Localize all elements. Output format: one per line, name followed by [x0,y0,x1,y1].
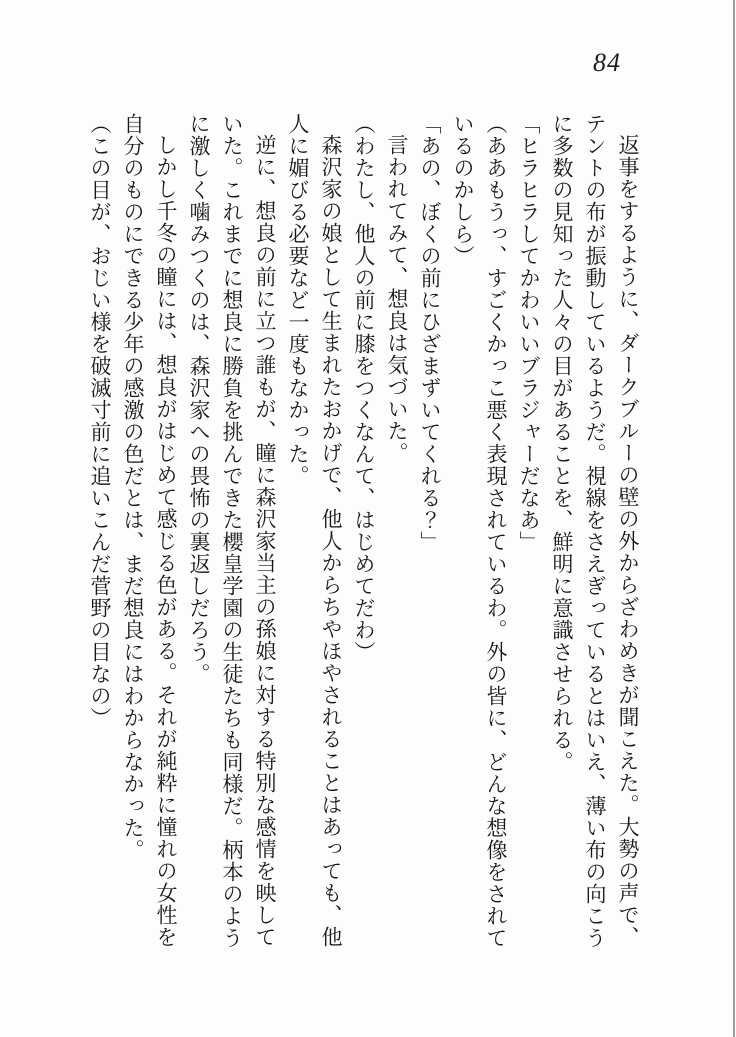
text-line: いるのかしら） [451,113,475,267]
text-line: 自分のものにできる少年の感激の色だとは、まだ想良にはわからなかった。 [121,113,145,861]
text-line: しかし千冬の瞳には、想良がはじめて感じる色がある。それが純粋に憧れの女性を [154,134,178,948]
text-line: （ああもうっ、すごくかっこ悪く表現されているわ。外の皆に、どんな想像をされて [484,113,508,949]
text-line: 人に媚びる必要など一度もなかった。 [286,113,310,487]
text-line: 言われてみて、想良は気づいた。 [385,134,409,464]
text-line: いた。これまでに想良に勝負を挑んできた櫻皇学園の生徒たちも同様だ。柄本のよう [220,113,244,949]
text-line: に激しく噛みつくのは、森沢家への畏怖の裏返しだろう。 [187,113,211,685]
text-block [82,113,644,961]
text-line: （わたし、他人の前に膝をつくなんて、はじめてだわ） [352,113,376,663]
text-line: 「ヒラヒラしてかわいいブラジャーだなあ」 [517,113,541,553]
text-line: （この目が、おじい様を破滅寸前に追いこんだ菅野の目なの） [88,113,112,729]
text-line: テントの布が振動しているようだ。視線をさえぎっているとはいえ、薄い布の向こう [583,113,607,949]
scan-edge-line [733,0,735,1037]
page-number: 84 [593,48,621,77]
text-line: 森沢家の娘として生まれたおかげで、他人からちやほやされることはあっても、他 [319,134,343,948]
text-line: 返事をするように、ダークブルーの壁の外からざわめきが聞こえた。大勢の声で、 [616,134,640,948]
text-line: に多数の見知った人々の目があることを、鮮明に意識させられる。 [550,113,574,773]
text-line: 「あの、ぼくの前にひざまずいてくれる？」 [418,113,442,553]
text-line: 逆に、想良の前に立つ誰もが、瞳に森沢家当主の孫娘に対する特別な感情を映して [253,134,277,948]
